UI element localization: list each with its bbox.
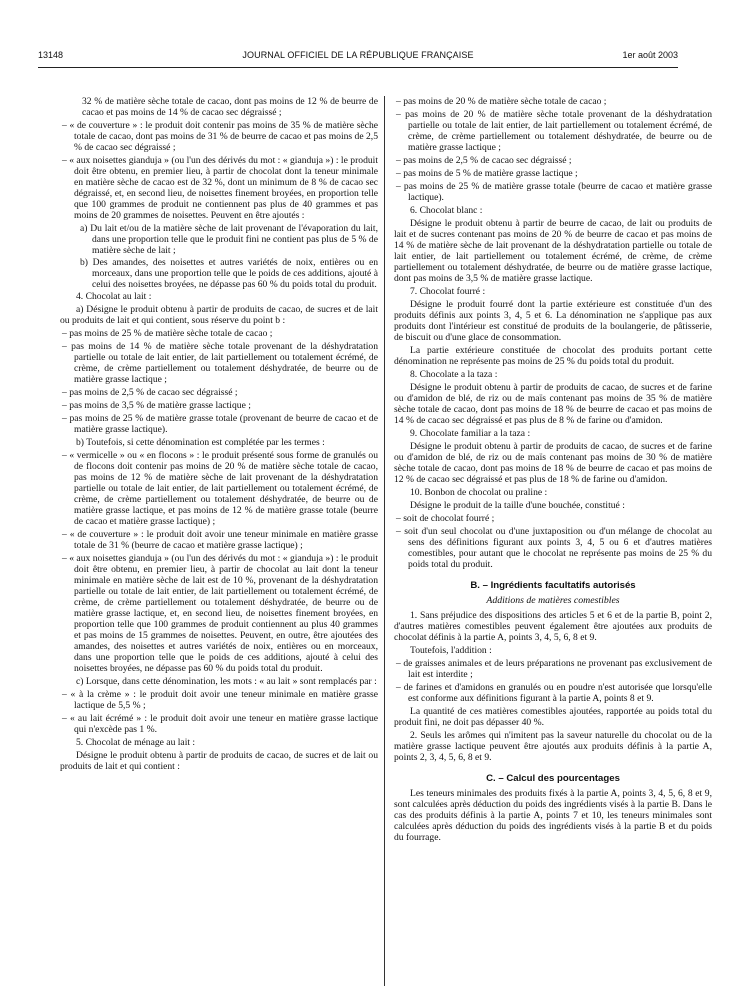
paragraph: Désigne le produit obtenu à partir de produits de cacao, de sucres et de farine ou d'amidon de blé, de riz ou de maïs contenant pas moins de 30 % de matière sèche totale de cacao, dont pas moins de 18 % de beurre de cacao et pas moins de 12 % de cacao sec dégraissé et pas plus de 18 % de farine ou d'amidon.: [394, 441, 712, 485]
paragraph: a) Désigne le produit obtenu à partir de produits de cacao, de sucres et de lait ou produits de lait et qui contient, sous réserve du point b :: [60, 304, 378, 326]
right-column: [394, 96, 712, 845]
paragraph: 4. Chocolat au lait :: [76, 291, 152, 302]
paragraph: b) Toutefois, si cette dénomination est complétée par les termes :: [76, 437, 325, 448]
list-item: – pas moins de 3,5 % de matière grasse lactique ;: [62, 400, 251, 411]
list-item: – pas moins de 25 % de matière grasse totale (provenant de beurre de cacao et de matière grasse lactique).: [62, 413, 378, 435]
page-header: [38, 50, 678, 64]
list-item: – pas moins de 20 % de matière sèche totale provenant de la déshydratation partielle ou totale de lait entier, de lait partiellement ou totalement écrémé, de crème, de crème partiellement ou totalement déshydratée, de beurre ou de matière grasse lactique ;: [396, 109, 712, 153]
paragraph: c) Lorsque, dans cette dénomination, les mots : « au lait » sont remplacés par :: [76, 676, 377, 687]
list-item: – pas moins de 2,5 % de cacao sec dégraissé ;: [62, 387, 238, 398]
list-item: – « aux noisettes gianduja » (ou l'un des dérivés du mot : « gianduja ») : le produit doit être obtenu, en premier lieu, à partir de chocolat au lait dont la teneur minimale en matière sèche de lait est de 10 %, provenant de la déshydratation partielle ou totale de lait entier, de lait partiellement ou totalement écrémé, de crème, de crème partiellement ou totalement déshydratée, de beurre ou de matière grasse lactique, et, en second lieu, de noisettes finement broyées, en proportion telle que 100 grammes de produit contiennent au plus 40 grammes et pas moins de 15 grammes de noisettes. Peuvent, en outre, être ajoutées des amandes, des noisettes et autres variétés de noix, entières ou en morceaux, dans une proportion telle que le poids de ces additions, ajouté à celui des noisettes broyées, ne dépasse pas 60 % du poids total du produit.: [62, 553, 378, 674]
list-item: – pas moins de 2,5 % de cacao sec dégraissé ;: [396, 155, 572, 166]
sub-item: a) Du lait et/ou de la matière sèche de lait provenant de l'évaporation du lait, dans une proportion telle que le produit fini ne contient pas plus de 5 % de matière sèche de lait ;: [80, 223, 378, 256]
list-item: – pas moins de 5 % de matière grasse lactique ;: [396, 168, 578, 179]
sub-item: b) Des amandes, des noisettes et autres variétés de noix, entières ou en morceaux, dans une proportion telle que le poids de ces additions, ajouté à celui des noisettes broyées, ne dépasse pas 60 % du poids total du produit.: [80, 257, 378, 290]
paragraph: La quantité de ces matières comestibles ajoutées, rapportée au poids total du produit fini, ne doit pas dépasser 40 %.: [394, 706, 712, 728]
list-item-continuation: 32 % de matière sèche totale de cacao, dont pas moins de 12 % de beurre de cacao et pas moins de 14 % de cacao sec dégraissé ;: [82, 96, 378, 118]
list-item: – « vermicelle » ou « en flocons » : le produit présenté sous forme de granulés ou de flocons doit contenir pas moins de 20 % de matière sèche totale de cacao, pas moins de 12 % de matière sèche de lait provenant de la déshydratation partielle ou totale de lait entier, de lait partiellement ou totalement écrémé, de crème, de crème partiellement ou totalement déshydratée, de beurre ou de matière grasse lactique, et pas moins de 12 % de matière grasse totale (beurre de cacao et matière grasse lactique) ;: [62, 450, 378, 527]
list-item: – soit de chocolat fourré ;: [396, 513, 495, 524]
list-item: – soit d'un seul chocolat ou d'une juxtaposition ou d'un mélange de chocolat au sens des définitions figurant aux points 3, 4, 5 ou 6 et d'autres matières comestibles, pour autant que le chocolat ne représente pas moins de 25 % du poids total du produit.: [396, 526, 712, 570]
paragraph: Désigne le produit obtenu à partir de beurre de cacao, de lait ou produits de lait et de sucres contenant pas moins de 20 % de beurre de cacao et pas moins de 14 % de matière sèche de lait provenant de la déshydratation partielle ou totale de lait entier, de lait partiellement ou totalement écrémé, de crème, de crème partiellement ou totalement déshydratée, de beurre ou de matière grasse lactique, dont pas moins de 3,5 % de matière grasse lactique.: [394, 218, 712, 284]
left-column: [60, 96, 378, 774]
journal-title: JOURNAL OFFICIEL DE LA RÉPUBLIQUE FRANÇAISE: [242, 50, 474, 60]
section-heading: C. – Calcul des pourcentages: [486, 773, 620, 784]
paragraph: 7. Chocolat fourré :: [410, 286, 486, 297]
paragraph: 1. Sans préjudice des dispositions des articles 5 et 6 et de la partie B, point 2, d'autres matières comestibles peuvent également être ajoutées aux produits de chocolat définis à la partie A, points 3, 4, 5, 6, 8 et 9.: [394, 610, 712, 643]
paragraph: 6. Chocolat blanc :: [410, 205, 483, 216]
page-number: 13148: [38, 50, 64, 60]
paragraph: Désigne le produit obtenu à partir de produits de cacao, de sucres et de farine ou d'amidon de blé, de riz ou de maïs contenant pas moins de 35 % de matière sèche totale de cacao, dont pas moins de 18 % de beurre de cacao et pas moins de 14 % de cacao sec dégraissé et pas plus de 8 % de farine ou d'amidon.: [394, 382, 712, 426]
list-item: – de farines et d'amidons en granulés ou en poudre n'est autorisée que lorsqu'elle est conforme aux définitions figurant à la partie A, points 8 et 9.: [396, 682, 712, 704]
paragraph: Toutefois, l'addition :: [410, 645, 492, 656]
header-rule: [38, 67, 678, 68]
paragraph: 10. Bonbon de chocolat ou praline :: [410, 487, 548, 498]
paragraph: 5. Chocolat de ménage au lait :: [76, 737, 196, 748]
list-item: – « de couverture » : le produit doit contenir pas moins de 35 % de matière sèche totale de cacao, dont pas moins de 31 % de beurre de cacao et pas moins de 2,5 % de cacao sec dégraissé ;: [62, 120, 378, 153]
paragraph: Désigne le produit de la taille d'une bouchée, constitué :: [410, 500, 625, 511]
paragraph: 9. Chocolate familiar a la taza :: [410, 428, 531, 439]
paragraph: Désigne le produit fourré dont la partie extérieure est constituée d'un des produits définis aux points 3, 4, 5 et 6. La dénomination ne s'applique pas aux produits dont l'intérieur est constitué de produits de la boulangerie, de pâtisserie, de biscuit ou d'une glace de consommation.: [394, 299, 712, 343]
publication-date: 1er août 2003: [622, 50, 678, 60]
list-item: – « au lait écrémé » : le produit doit avoir une teneur en matière grasse lactique qui n'excède pas 1 %.: [62, 713, 378, 735]
paragraph: 8. Chocolate a la taza :: [410, 369, 498, 380]
list-item: – pas moins de 25 % de matière grasse totale (beurre de cacao et matière grasse lactique).: [396, 181, 712, 203]
paragraph: Les teneurs minimales des produits fixés à la partie A, points 3, 4, 5, 6, 8 et 9, sont calculées après déduction du poids des ingrédients visés à la partie B. Dans le cas des produits définis à la partie A, points 7 et 10, les teneurs minimales sont calculées après déduction du poids des ingrédients visés à la partie B et du poids du fourrage.: [394, 788, 712, 843]
list-item: – pas moins de 14 % de matière sèche totale provenant de la déshydratation partielle ou totale de lait entier, de lait partiellement ou totalement écrémé, de crème, de crème partiellement ou totalement déshydratée, de beurre ou de matière grasse lactique ;: [62, 341, 378, 385]
list-item: – « aux noisettes gianduja » (ou l'un des dérivés du mot : « gianduja ») : le produit doit être obtenu, en premier lieu, à partir de chocolat dont la teneur minimale en matière sèche de cacao est de 32 %, dont un minimum de 8 % de cacao sec dégraissé, et, en second lieu, de noisettes finement broyées, en proportion telle que 100 grammes de produit ne contiennent pas plus de 40 grammes et pas moins de 20 grammes de noisettes. Peuvent en être ajoutés :: [62, 155, 378, 221]
list-item: – pas moins de 25 % de matière sèche totale de cacao ;: [62, 328, 273, 339]
paragraph: Désigne le produit obtenu à partir de produits de cacao, de sucres et de lait ou produits de lait et qui contient :: [60, 750, 378, 772]
list-item: – « à la crème » : le produit doit avoir une teneur minimale en matière grasse lactique de 5,5 % ;: [62, 689, 378, 711]
list-item: – « de couverture » : le produit doit avoir une teneur minimale en matière grasse totale de 31 % (beurre de cacao et matière grasse lactique) ;: [62, 529, 378, 551]
list-item: – de graisses animales et de leurs préparations ne provenant pas exclusivement de lait est interdite ;: [396, 658, 712, 680]
column-divider: [384, 96, 385, 986]
section-heading: B. – Ingrédients facultatifs autorisés: [470, 580, 636, 591]
paragraph: 2. Seuls les arômes qui n'imitent pas la saveur naturelle du chocolat ou de la matière grasse lactique peuvent être ajoutés aux produits définis à la partie A, points 2, 3, 4, 5, 6, 8 et 9.: [394, 730, 712, 763]
paragraph: La partie extérieure constituée de chocolat des produits portant cette dénomination ne représente pas moins de 25 % du poids total du produit.: [394, 345, 712, 367]
list-item: – pas moins de 20 % de matière sèche totale de cacao ;: [396, 96, 607, 107]
section-subheading: Additions de matières comestibles: [486, 595, 620, 606]
